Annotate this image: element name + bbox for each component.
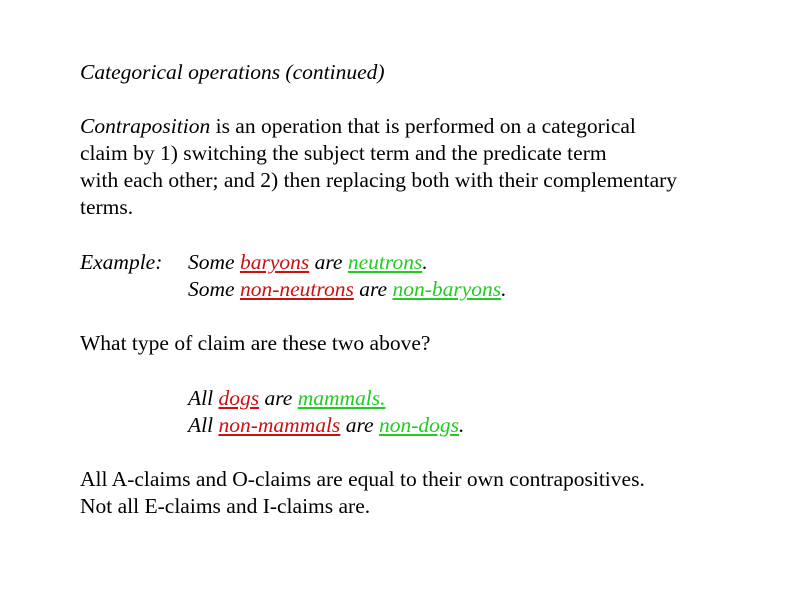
example-word: are [309, 250, 348, 274]
example-punctuation: . [422, 250, 428, 274]
example-word: Some [188, 250, 240, 274]
subject-term: dogs [218, 386, 260, 410]
predicate-term: non-dogs [378, 413, 459, 437]
definition-line-4: terms. [80, 195, 134, 219]
definition-line-1-rest: is an operation that is performed on a categorical [210, 114, 636, 138]
slide-title: Categorical operations (continued) [80, 60, 385, 84]
example-word: All [188, 386, 219, 410]
predicate-term: neutrons [347, 250, 423, 274]
subject-term: baryons [239, 250, 310, 274]
example-1-line-1 [80, 249, 428, 276]
example-1-line-2 [188, 276, 507, 303]
example-punctuation: . [458, 413, 465, 437]
predicate-term: mammals. [297, 386, 386, 410]
example-word: are [259, 386, 298, 410]
example-2-line-1 [188, 385, 386, 412]
question-text: What type of claim are these two above? [80, 331, 431, 355]
example-word: are [340, 413, 379, 437]
definition-line-2: claim by 1) switching the subject term and the predicate term [80, 141, 607, 165]
example-label: Example: [80, 250, 163, 274]
definition-line-1 [80, 113, 636, 140]
example-word: are [353, 277, 393, 301]
definition-term: Contraposition [80, 114, 211, 138]
example-word: All [188, 413, 219, 437]
example-word: Some [188, 277, 240, 301]
predicate-term: non-baryons [392, 277, 502, 301]
definition-line-3: with each other; and 2) then replacing both with their complementary [80, 168, 678, 192]
conclusion-line-2: Not all E-claims and I-claims are. [80, 494, 371, 518]
example-punctuation: . [501, 277, 507, 301]
conclusion-line-1: All A-claims and O-claims are equal to their own contrapositives. [80, 467, 645, 491]
example-2-line-2 [188, 412, 464, 439]
subject-term: non-neutrons [239, 277, 354, 301]
subject-term: non-mammals [218, 413, 341, 437]
